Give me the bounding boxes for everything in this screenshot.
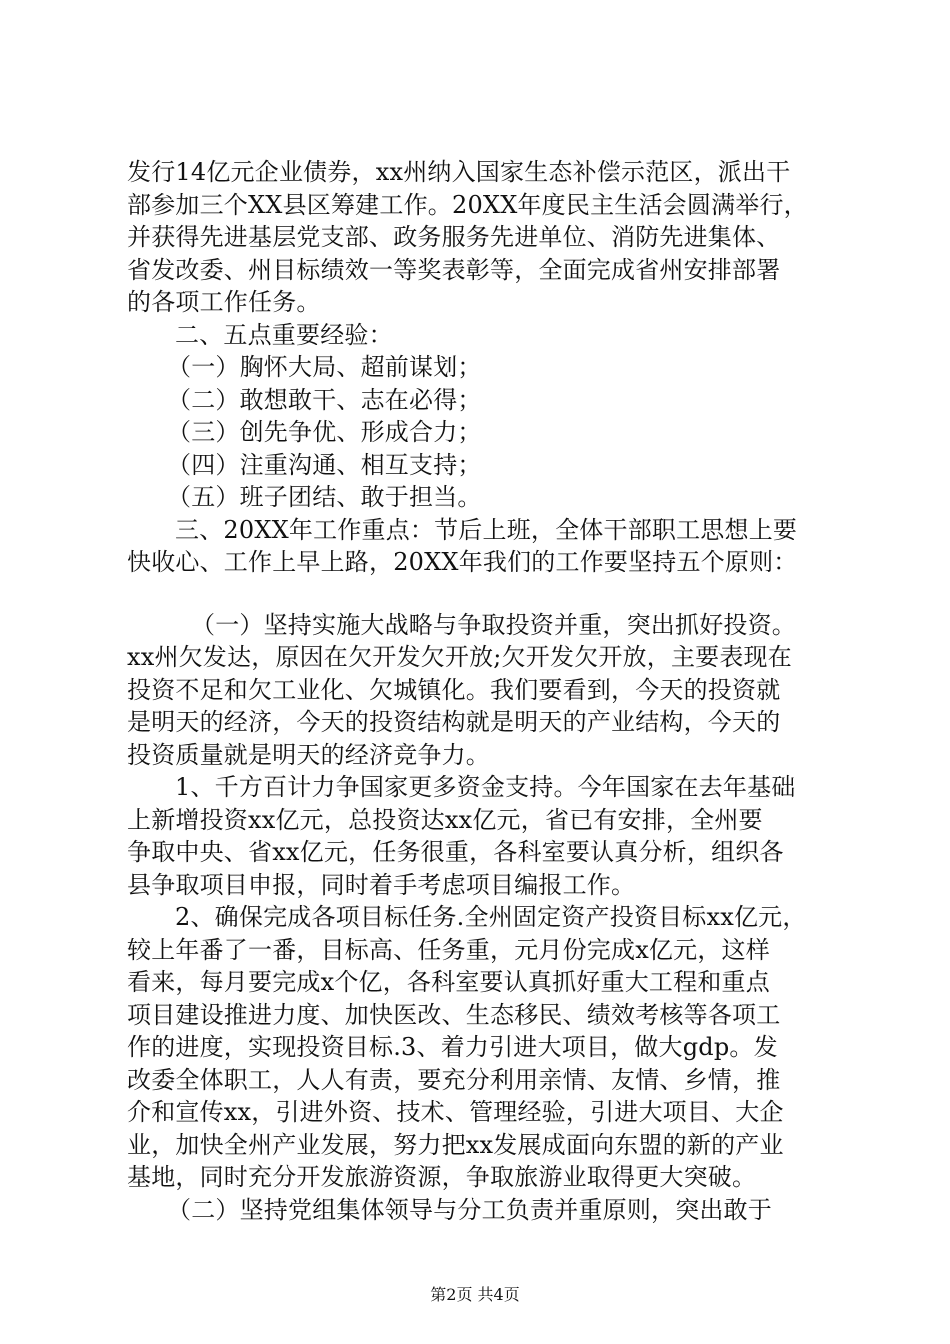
list-item: （四）注重沟通、相互支持；	[167, 450, 482, 479]
paragraph-investment	[127, 609, 847, 772]
document-body	[127, 156, 847, 1226]
text-line: 三、20XX年工作重点：节后上班，全体干部职工思想上要	[175, 515, 798, 544]
paragraph-funding	[127, 771, 847, 901]
text-line: 投资质量就是明天的经济竞争力。	[127, 740, 490, 769]
list-item: （三）创先争优、形成合力；	[167, 418, 482, 446]
text-line: 1、千方百计力争国家更多资金支持。今年国家在去年基础	[175, 773, 796, 801]
list-item: （一）胸怀大局、超前谋划；	[167, 353, 482, 381]
text-line: 并获得先进基层党支部、政务服务先进单位、消防先进集体、	[127, 223, 781, 251]
paragraph-work-focus	[127, 514, 847, 579]
text-line: 项目建设推进力度、加快医改、生态移民、绩效考核等各项工	[127, 1000, 781, 1029]
text-line: 快收心、工作上早上路，20XX年我们的工作要坚持五个原则：	[127, 548, 798, 576]
text-line: 投资不足和欠工业化、欠城镇化。我们要看到，今天的投资就	[127, 675, 781, 704]
text-line: 的各项工作任务。	[127, 288, 321, 316]
paragraph-leadership	[127, 1194, 847, 1227]
text-line: 发行14亿元企业债券，xx州纳入国家生态补偿示范区，派出干	[127, 158, 791, 186]
text-line: 介和宣传xx，引进外资、技术、管理经验，引进大项目、大企	[127, 1098, 784, 1126]
text-line: 作的进度，实现投资目标.3、着力引进大项目，做大gdp。发	[127, 1033, 778, 1061]
text-line: 2、确保完成各项目标任务.全州固定资产投资目标xx亿元，	[175, 903, 807, 931]
text-line: 业，加快全州产业发展，努力把xx发展成面向东盟的新的产业	[127, 1130, 784, 1159]
text-line: 上新增投资xx亿元，总投资达xx亿元，省已有安排，全州要	[127, 805, 763, 834]
text-line: 看来，每月要完成x个亿，各科室要认真抓好重大工程和重点	[127, 968, 770, 996]
text-line: （二）坚持党组集体领导与分工负责并重原则，突出敢于	[167, 1195, 772, 1224]
text-line: 基地，同时充分开发旅游资源，争取旅游业取得更大突破。	[127, 1163, 757, 1191]
text-line: 争取中央、省xx亿元，任务很重，各科室要认真分析，组织各	[127, 838, 784, 866]
text-line: 省发改委、州目标绩效一等奖表彰等，全面完成省州安排部署	[127, 255, 781, 284]
text-line: xx州欠发达，原因在欠开发欠开放;欠开发欠开放，主要表现在	[127, 643, 792, 671]
experience-list	[127, 351, 847, 514]
paragraph-targets	[127, 901, 847, 1194]
text-line: 是明天的经济，今天的投资结构就是明天的产业结构，今天的	[127, 708, 781, 736]
text-line: （一）坚持实施大战略与争取投资并重，突出抓好投资。	[191, 610, 796, 639]
text-line: 部参加三个XX县区筹建工作。20XX年度民主生活会圆满举行，	[127, 190, 808, 219]
list-item: （五）班子团结、敢于担当。	[167, 483, 482, 511]
page-number-footer: 第2页 共4页	[430, 1285, 520, 1304]
paragraph-achievements	[127, 156, 847, 319]
text-line: 县争取项目申报，同时着手考虑项目编报工作。	[127, 870, 636, 899]
text-line: 较上年番了一番，目标高、任务重，元月份完成x亿元，这样	[127, 935, 770, 964]
paragraph-spacer	[127, 579, 847, 609]
text-line: 改委全体职工，人人有责，要充分利用亲情、友情、乡情，推	[127, 1065, 781, 1094]
section-heading-experience: 二、五点重要经验：	[175, 320, 393, 349]
list-item: （二）敢想敢干、志在必得；	[167, 385, 482, 414]
